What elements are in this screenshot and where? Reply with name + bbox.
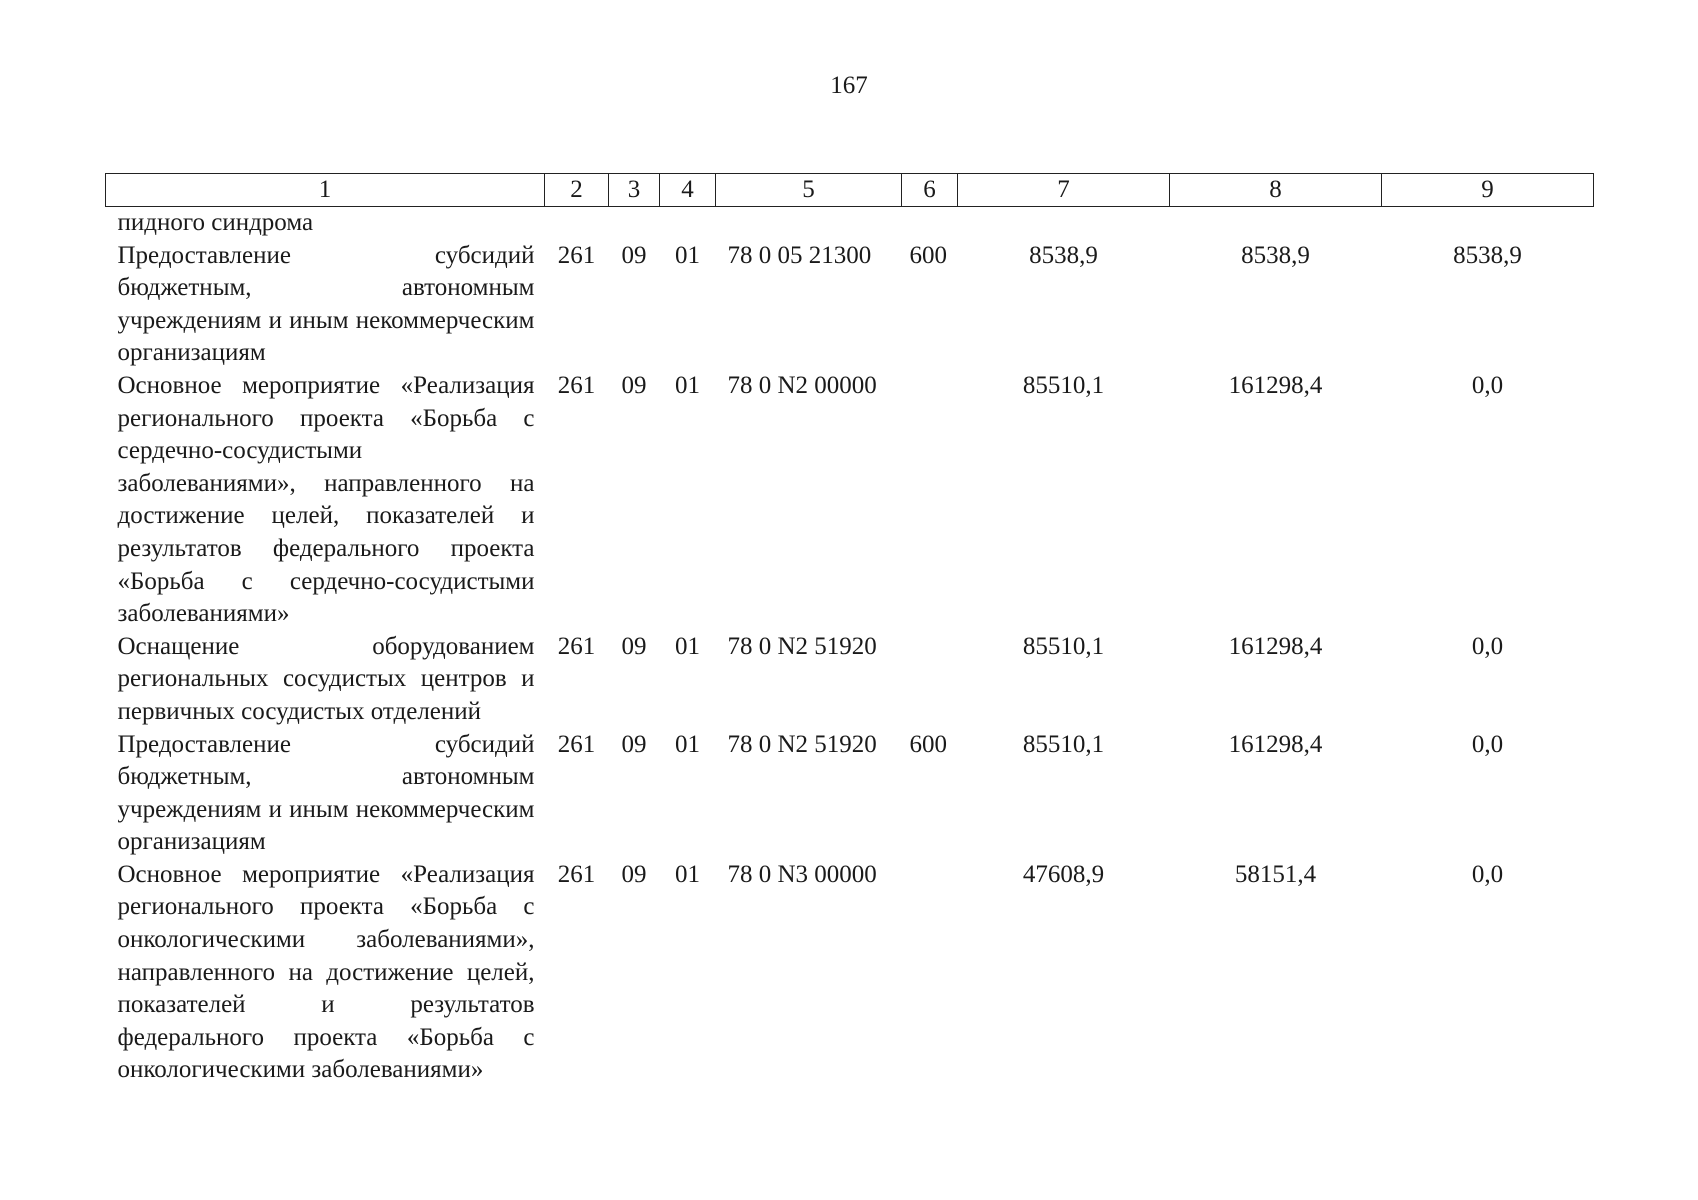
row-value-col9: 0,0 bbox=[1471, 371, 1504, 399]
header-cell-2: 2 bbox=[545, 174, 609, 207]
row-name: Основное мероприятие «Реализация регионального проекта «Борьба с онкологическими заболеваниями», направленного на достижение целей, показателей и результатов федерального проекта «Борьба с онкологическими заболеваниями» bbox=[117, 860, 535, 1084]
row-admin-code: 261 bbox=[557, 632, 596, 660]
row-value-col8: 8538,9 bbox=[1241, 241, 1310, 269]
row-subsection: 01 bbox=[675, 371, 700, 399]
header-cell-3: 3 bbox=[609, 174, 660, 207]
row-expense-type bbox=[902, 370, 958, 631]
header-cell-1: 1 bbox=[106, 174, 545, 207]
row-expense-type bbox=[902, 631, 958, 729]
row-admin-code: 261 bbox=[557, 371, 596, 399]
row-name: Оснащение оборудованием региональных сосудистых центров и первичных сосудистых отделений bbox=[117, 632, 535, 725]
row-name: Предоставление субсидий бюджетным, автономным учреждениям и иным некоммерческим организациям bbox=[117, 730, 535, 856]
row-value-col7: 85510,1 bbox=[1022, 730, 1105, 758]
row-name: Предоставление субсидий бюджетным, автономным учреждениям и иным некоммерческим организациям bbox=[117, 241, 535, 367]
row-section: 09 bbox=[621, 241, 647, 269]
header-cell-6: 6 bbox=[902, 174, 958, 207]
table-row bbox=[106, 370, 1594, 631]
row-value-col9: 8538,9 bbox=[1453, 241, 1522, 269]
table-row bbox=[106, 631, 1594, 729]
row-expense-type: 600 bbox=[909, 730, 947, 758]
row-subsection: 01 bbox=[675, 860, 700, 888]
row-target-article: 78 0 05 21300 bbox=[727, 241, 872, 269]
row-admin-code: 261 bbox=[557, 241, 596, 269]
header-row bbox=[106, 174, 1594, 207]
row-value-col8: 161298,4 bbox=[1228, 632, 1323, 660]
row-target-article: 78 0 N3 00000 bbox=[727, 860, 877, 888]
row-name: Основное мероприятие «Реализация регионального проекта «Борьба с сердечно-сосудистыми заболеваниями», направленного на достижение целей, показателей и результатов федерального проекта «Борьба с сердечно-сосудистыми заболеваниями» bbox=[117, 371, 535, 628]
row-admin-code: 261 bbox=[557, 860, 596, 888]
continuation-row bbox=[106, 207, 1594, 240]
row-section: 09 bbox=[621, 860, 647, 888]
row-value-col8: 161298,4 bbox=[1228, 730, 1323, 758]
row-value-col8: 161298,4 bbox=[1228, 371, 1323, 399]
row-section: 09 bbox=[621, 371, 647, 399]
header-cell-8: 8 bbox=[1170, 174, 1382, 207]
row-value-col9: 0,0 bbox=[1471, 632, 1504, 660]
row-section: 09 bbox=[621, 632, 647, 660]
row-admin-code: 261 bbox=[557, 730, 596, 758]
row-subsection: 01 bbox=[675, 730, 700, 758]
table-row bbox=[106, 240, 1594, 370]
continuation-text: пидного синдрома bbox=[117, 209, 314, 236]
row-value-col9: 0,0 bbox=[1471, 860, 1504, 888]
row-target-article: 78 0 N2 51920 bbox=[727, 730, 877, 758]
row-value-col8: 58151,4 bbox=[1234, 860, 1317, 888]
table-row bbox=[106, 729, 1594, 859]
row-subsection: 01 bbox=[675, 632, 700, 660]
row-target-article: 78 0 N2 51920 bbox=[727, 632, 877, 660]
row-section: 09 bbox=[621, 730, 647, 758]
row-value-col7: 85510,1 bbox=[1022, 632, 1105, 660]
budget-table bbox=[105, 173, 1594, 1087]
row-subsection: 01 bbox=[675, 241, 700, 269]
page-number: 167 bbox=[830, 72, 868, 99]
row-expense-type: 600 bbox=[909, 241, 947, 269]
header-cell-9: 9 bbox=[1382, 174, 1594, 207]
header-cell-5: 5 bbox=[716, 174, 902, 207]
table-row bbox=[106, 859, 1594, 1087]
row-value-col7: 85510,1 bbox=[1022, 371, 1105, 399]
row-expense-type bbox=[902, 859, 958, 1087]
row-value-col7: 8538,9 bbox=[1029, 241, 1098, 269]
row-value-col9: 0,0 bbox=[1471, 730, 1504, 758]
header-cell-4: 4 bbox=[660, 174, 716, 207]
row-target-article: 78 0 N2 00000 bbox=[727, 371, 877, 399]
row-value-col7: 47608,9 bbox=[1022, 860, 1105, 888]
header-cell-7: 7 bbox=[958, 174, 1170, 207]
